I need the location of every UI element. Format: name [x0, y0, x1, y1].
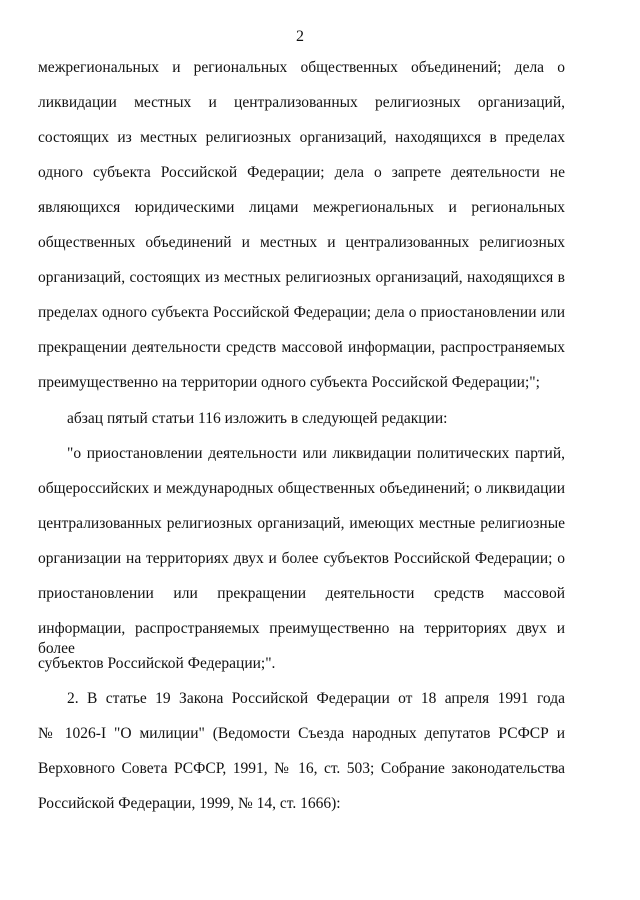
text-line: пределах одного субъекта Российской Федерации; дела о приостановлении или	[38, 304, 565, 321]
paragraph-start-line: "о приостановлении деятельности или ликвидации политических партий,	[67, 445, 565, 462]
text-line: одного субъекта Российской Федерации; дела о запрете деятельности не	[38, 164, 565, 181]
paragraph-start-line: абзац пятый статьи 116 изложить в следующей редакции:	[67, 410, 448, 427]
text-line: Верховного Совета РСФСР, 1991, № 16, ст. 503; Собрание законодательства	[38, 760, 565, 777]
text-line: преимущественно на территории одного субъекта Российской Федерации;";	[38, 374, 540, 391]
text-line: межрегиональных и региональных общественных объединений; дела о	[38, 59, 565, 76]
text-line: Российской Федерации, 1999, № 14, ст. 1666):	[38, 795, 341, 812]
text-line: общественных объединений и местных и централизованных религиозных	[38, 234, 565, 251]
text-line: ликвидации местных и централизованных религиозных организаций,	[38, 94, 565, 111]
text-line: централизованных религиозных организаций, имеющих местные религиозные	[38, 515, 565, 532]
page-number: 2	[296, 28, 304, 45]
text-line: информации, распространяемых преимущественно на территориях двух и более	[38, 620, 565, 657]
text-line: субъектов Российской Федерации;".	[38, 655, 276, 672]
text-line: являющихся юридическими лицами межрегиональных и региональных	[38, 199, 565, 216]
text-line: общероссийских и международных общественных объединений; о ликвидации	[38, 480, 565, 497]
text-line: организации на территориях двух и более субъектов Российской Федерации; о	[38, 550, 565, 567]
text-line: № 1026-I "О милиции" (Ведомости Съезда народных депутатов РСФСР и	[38, 725, 565, 742]
text-line: прекращении деятельности средств массовой информации, распространяемых	[38, 339, 565, 356]
text-line: приостановлении или прекращении деятельности средств массовой	[38, 585, 565, 602]
text-line: состоящих из местных религиозных организаций, находящихся в пределах	[38, 129, 565, 146]
paragraph-start-line: 2. В статье 19 Закона Российской Федерации от 18 апреля 1991 года	[67, 690, 565, 707]
text-line: организаций, состоящих из местных религиозных организаций, находящихся в	[38, 269, 565, 286]
